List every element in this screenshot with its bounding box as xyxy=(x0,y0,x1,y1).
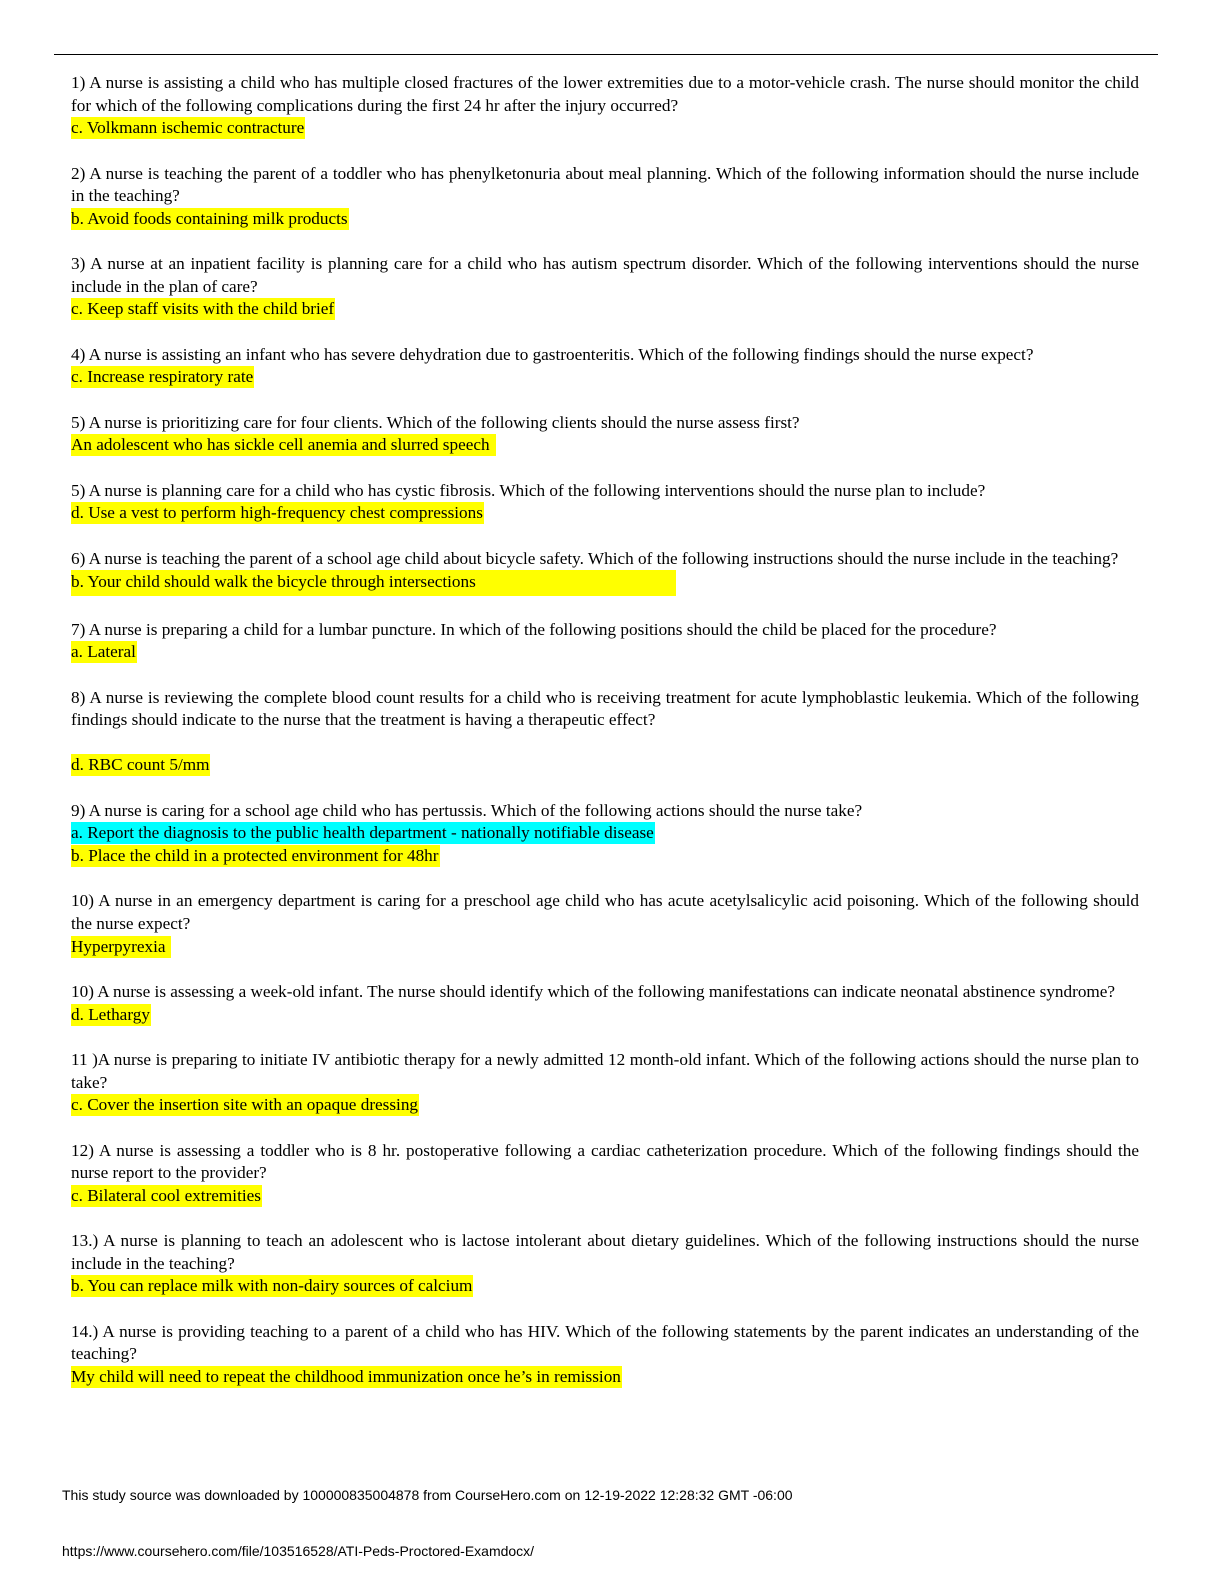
answer-line xyxy=(71,1094,1139,1117)
question-block xyxy=(71,253,1139,321)
answer-line xyxy=(71,754,1139,777)
question-text: 4) A nurse is assisting an infant who has severe dehydration due to gastroenteritis. Which of the following findings should the nurse expect? xyxy=(71,344,1034,364)
answer-line xyxy=(71,117,1139,140)
question-text: 2) A nurse is teaching the parent of a toddler who has phenylketonuria about meal planning. Which of the following information should the nurse include in the teaching? xyxy=(71,163,1139,206)
question-block xyxy=(71,1321,1139,1389)
question-block xyxy=(71,344,1139,389)
answer-highlight: d. RBC count 5/mm xyxy=(71,755,210,775)
answer-line xyxy=(71,1366,1139,1389)
answer-line xyxy=(71,1004,1139,1027)
answer-highlight: a. Lateral xyxy=(71,642,136,662)
answer-highlight: c. Volkmann ischemic contracture xyxy=(71,118,305,138)
top-rule xyxy=(54,54,1158,55)
question-text: 13.) A nurse is planning to teach an adolescent who is lactose intolerant about dietary guidelines. Which of the following instructions should the nurse include in the teaching? xyxy=(71,1231,1139,1273)
question-text: 8) A nurse is reviewing the complete blood count results for a child who is receiving treatment for acute lymphoblastic leukemia. Which of the following findings should indicate to the nurse that the treatment is having a therapeutic effect? xyxy=(71,687,1139,730)
answer-line xyxy=(71,434,1139,457)
answer-line xyxy=(71,502,1139,525)
answer-highlight: b. You can replace milk with non-dairy sources of calcium xyxy=(71,1276,473,1296)
download-notice: This study source was downloaded by 100000835004878 from CourseHero.com on 12-19-2022 12:28:32 GMT -06:00 xyxy=(62,1487,793,1503)
answer-line xyxy=(71,822,1139,845)
question-block xyxy=(71,163,1139,231)
question-block xyxy=(71,890,1139,958)
answer-highlight: c. Bilateral cool extremities xyxy=(71,1185,261,1205)
question-text: 5) A nurse is prioritizing care for four clients. Which of the following clients should the nurse assess first? xyxy=(71,412,800,432)
question-text: 10) A nurse in an emergency department is caring for a preschool age child who has acute acetylsalicylic acid poisoning. Which of the following should the nurse expect? xyxy=(71,891,1139,933)
answer-highlight: Hyperpyrexia xyxy=(71,936,171,958)
question-block xyxy=(71,1230,1139,1298)
question-text: 12) A nurse is assessing a toddler who is 8 hr. postoperative following a cardiac catheterization procedure. Which of the following findings should the nurse report to the provider? xyxy=(71,1140,1139,1183)
question-text: 5) A nurse is planning care for a child who has cystic fibrosis. Which of the following interventions should the nurse plan to include? xyxy=(71,480,986,500)
answer-highlight: c. Cover the insertion site with an opaque dressing xyxy=(71,1095,419,1115)
answer-highlight: c. Increase respiratory rate xyxy=(71,367,254,387)
question-text: 3) A nurse at an inpatient facility is planning care for a child who has autism spectrum disorder. Which of the following interventions should the nurse include in the plan of care? xyxy=(71,254,1139,296)
question-text: 7) A nurse is preparing a child for a lumbar puncture. In which of the following positions should the child be placed for the procedure? xyxy=(71,619,997,639)
answer-line xyxy=(71,366,1139,389)
answer-line xyxy=(71,845,1139,868)
question-block xyxy=(71,1140,1139,1208)
question-text: 11 )A nurse is preparing to initiate IV antibiotic therapy for a newly admitted 12 month-old infant. Which of the following actions should the nurse plan to take? xyxy=(71,1049,1139,1092)
answer-highlight: An adolescent who has sickle cell anemia and slurred speech xyxy=(71,434,496,456)
question-text: 14.) A nurse is providing teaching to a parent of a child who has HIV. Which of the following statements by the parent indicates an understanding of the teaching? xyxy=(71,1321,1139,1364)
blank-line xyxy=(71,732,1139,755)
question-block xyxy=(71,480,1139,525)
question-text: 9) A nurse is caring for a school age child who has pertussis. Which of the following actions should the nurse take? xyxy=(71,800,863,820)
question-block xyxy=(71,412,1139,457)
answer-highlight: d. Lethargy xyxy=(71,1004,150,1024)
question-block xyxy=(71,981,1139,1026)
document-body xyxy=(71,72,1139,1411)
answer-line xyxy=(71,1185,1139,1208)
answer-highlight: d. Use a vest to perform high-frequency chest compressions xyxy=(71,503,483,523)
question-block xyxy=(71,800,1139,868)
question-text: 10) A nurse is assessing a week-old infant. The nurse should identify which of the following manifestations can indicate neonatal abstinence syndrome? xyxy=(71,981,1116,1001)
answer-line xyxy=(71,936,1139,959)
answer-line xyxy=(71,208,1139,231)
question-block xyxy=(71,619,1139,664)
answer-highlight: My child will need to repeat the childhood immunization once he’s in remission xyxy=(71,1366,621,1386)
question-text: 6) A nurse is teaching the parent of a school age child about bicycle safety. Which of the following instructions should the nurse include in the teaching? xyxy=(71,548,1119,568)
answer-highlight: b. Avoid foods containing milk products xyxy=(71,208,348,228)
answer-highlight: b. Your child should walk the bicycle through intersections xyxy=(71,570,676,596)
answer-highlight: c. Keep staff visits with the child brief xyxy=(71,299,335,319)
question-text: 1) A nurse is assisting a child who has multiple closed fractures of the lower extremities due to a motor-vehicle crash. The nurse should monitor the child for which of the following complications during the first 24 hr after the injury occurred? xyxy=(71,73,1139,115)
answer-line xyxy=(71,641,1139,664)
source-url-link[interactable]: https://www.coursehero.com/file/103516528/ATI-Peds-Proctored-Examdocx/ xyxy=(62,1543,535,1559)
question-block xyxy=(71,687,1139,777)
answer-line xyxy=(71,1275,1139,1298)
question-block xyxy=(71,548,1139,596)
question-block xyxy=(71,72,1139,140)
answer-line xyxy=(71,570,1139,596)
answer-line xyxy=(71,298,1139,321)
question-block xyxy=(71,1049,1139,1117)
answer-highlight-alt: a. Report the diagnosis to the public health department - nationally notifiable disease xyxy=(71,823,654,843)
answer-highlight: b. Place the child in a protected environment for 48hr xyxy=(71,846,439,866)
